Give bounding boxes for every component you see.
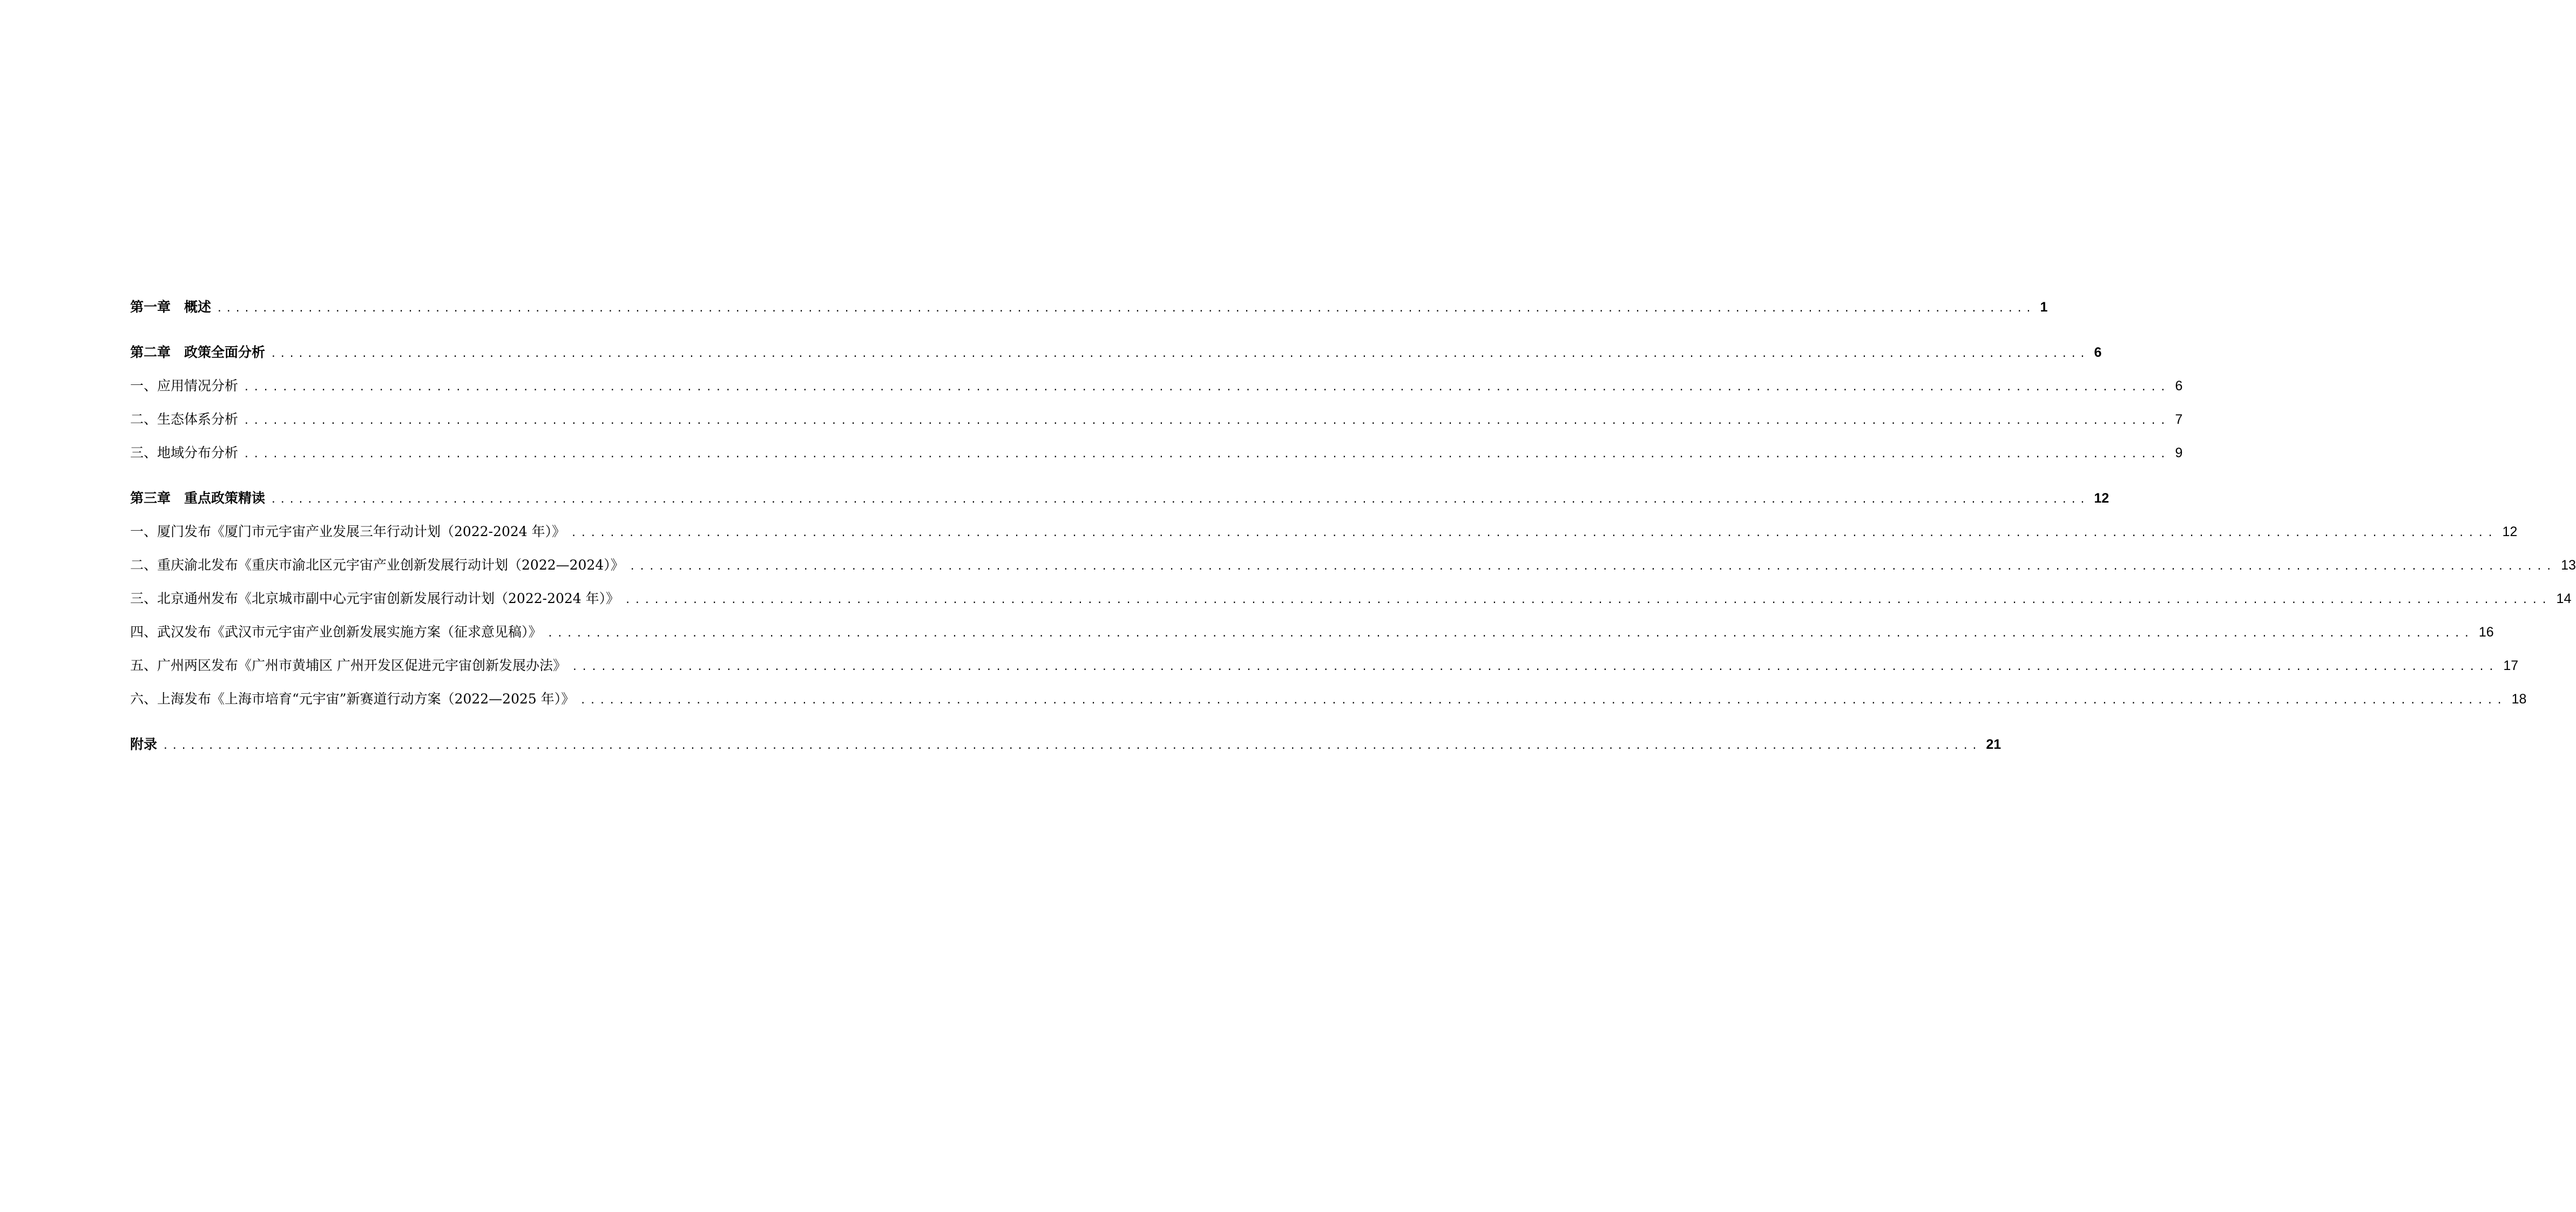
dot-leader: ........................................................................................................................................................................................................ [571, 661, 2498, 673]
dot-leader: ........................................................................................................................................................................................................ [271, 494, 2089, 505]
toc-entry-section[interactable] [130, 403, 2183, 436]
toc-entry-chapter-3[interactable] [130, 482, 2110, 515]
toc-entry-page-number: 12 [2502, 524, 2518, 539]
dot-leader: ........................................................................................................................................................................................................ [271, 348, 2089, 360]
toc-entry-section[interactable] [130, 515, 2518, 549]
toc-entry-title: 附录 [130, 736, 158, 752]
dot-leader: ........................................................................................................................................................................................................ [244, 449, 2170, 460]
toc-entry-section[interactable] [130, 682, 2527, 716]
toc-entry-page-number: 21 [1986, 737, 2002, 752]
dot-leader: ........................................................................................................................................................................................................ [625, 594, 2551, 606]
toc-entry-page-number: 6 [2094, 345, 2102, 360]
toc-entry-title: 六、上海发布《上海市培育“元宇宙”新赛道行动方案（2022—2025 年）》 [130, 691, 575, 707]
toc-entry-appendix[interactable] [130, 728, 2002, 761]
toc-entry-title: 二、生态体系分析 [130, 411, 239, 427]
dot-leader: ........................................................................................................................................................................................................ [547, 628, 2473, 639]
toc-entry-title: 二、重庆渝北发布《重庆市渝北区元宇宙产业创新发展行动计划（2022—2024）》 [130, 557, 624, 573]
toc-entry-page-number: 12 [2094, 491, 2110, 506]
toc-entry-section[interactable] [130, 649, 2519, 682]
dot-leader: ........................................................................................................................................................................................................ [629, 561, 2556, 572]
toc-entry-page-number: 18 [2511, 692, 2527, 707]
dot-leader: ........................................................................................................................................................................................................ [217, 303, 2035, 314]
toc-entry-title: 三、地域分布分析 [130, 445, 239, 461]
toc-entry-section[interactable] [130, 582, 2572, 615]
dot-leader: ........................................................................................................................................................................................................ [580, 695, 2506, 706]
toc-entry-page-number: 1 [2040, 300, 2048, 315]
toc-entry-page-number: 9 [2175, 445, 2183, 461]
toc-entry-page-number: 6 [2175, 378, 2183, 394]
toc-entry-title: 第二章 政策全面分析 [130, 344, 266, 360]
table-of-contents [130, 290, 2576, 761]
toc-entry-section[interactable] [130, 615, 2494, 649]
dot-leader: ........................................................................................................................................................................................................ [163, 740, 1981, 751]
toc-entry-page-number: 14 [2556, 591, 2572, 606]
dot-leader: ........................................................................................................................................................................................................ [571, 527, 2497, 539]
toc-entry-page-number: 13 [2561, 558, 2576, 573]
toc-entry-page-number: 16 [2478, 625, 2494, 640]
dot-leader: ........................................................................................................................................................................................................ [244, 382, 2170, 393]
toc-entry-title: 一、应用情况分析 [130, 378, 239, 394]
toc-entry-page-number: 17 [2503, 658, 2519, 673]
toc-entry-section[interactable] [130, 369, 2183, 403]
toc-entry-title: 三、北京通州发布《北京城市副中心元宇宙创新发展行动计划（2022-2024 年）》 [130, 591, 620, 606]
toc-entry-page-number: 7 [2175, 412, 2183, 427]
toc-entry-section[interactable] [130, 549, 2576, 582]
toc-entry-chapter-2[interactable] [130, 336, 2102, 369]
toc-entry-title: 一、厦门发布《厦门市元宇宙产业发展三年行动计划（2022-2024 年）》 [130, 524, 566, 539]
toc-entry-title: 五、广州两区发布《广州市黄埔区 广州开发区促进元宇宙创新发展办法》 [130, 658, 566, 673]
toc-entry-chapter-1[interactable] [130, 290, 2048, 324]
dot-leader: ........................................................................................................................................................................................................ [244, 415, 2170, 426]
toc-entry-title: 第三章 重点政策精读 [130, 490, 266, 506]
toc-entry-section[interactable] [130, 436, 2183, 470]
toc-entry-title: 四、武汉发布《武汉市元宇宙产业创新发展实施方案（征求意见稿）》 [130, 624, 542, 640]
toc-entry-title: 第一章 概述 [130, 299, 212, 315]
